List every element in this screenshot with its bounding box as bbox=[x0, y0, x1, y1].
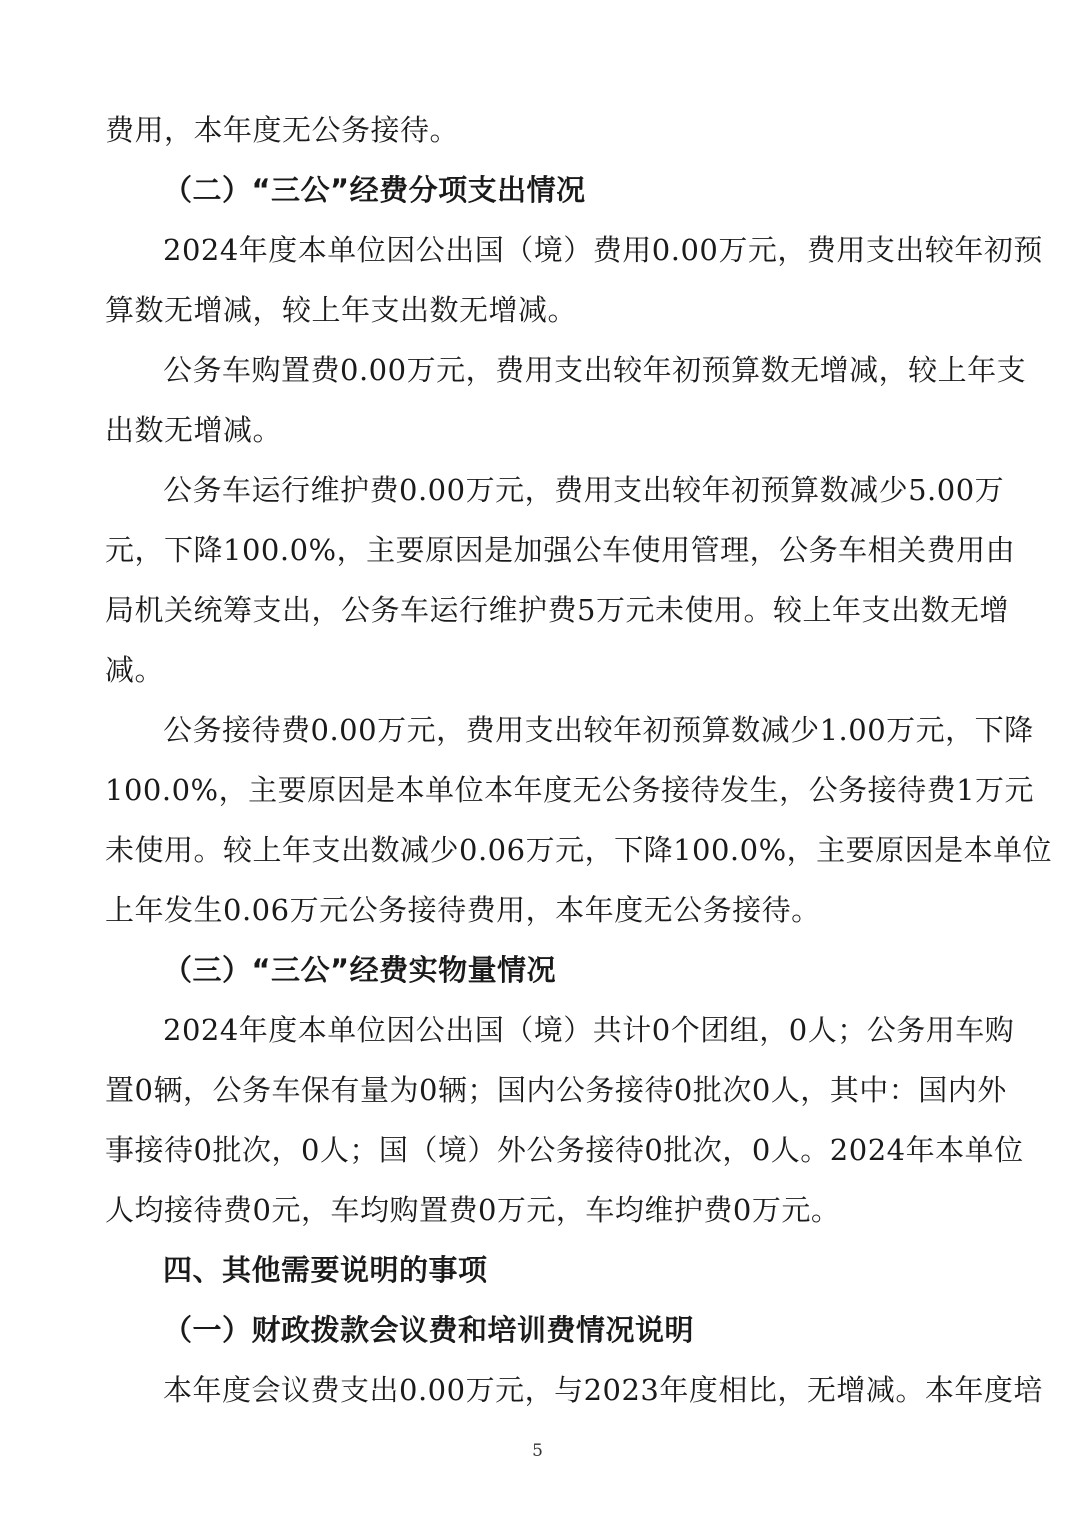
paragraph-vehicle-maintenance-line-3: 局机关统筹支出，公务车运行维护费5万元未使用。较上年支出数无增 bbox=[105, 593, 1009, 627]
section-heading-3: （三）“三公”经费实物量情况 bbox=[163, 953, 557, 987]
paragraph-vehicle-maintenance-line-2: 元，下降100.0%，主要原因是加强公车使用管理，公务车相关费用由 bbox=[105, 533, 1016, 567]
paragraph-travel-line-1: 2024年度本单位因公出国（境）费用0.00万元，费用支出较年初预 bbox=[163, 233, 1043, 267]
body-line-1: 费用，本年度无公务接待。 bbox=[105, 113, 460, 147]
paragraph-reception-line-1: 公务接待费0.00万元，费用支出较年初预算数减少1.00万元，下降 bbox=[163, 713, 1034, 747]
paragraph-physical-line-2: 置0辆，公务车保有量为0辆；国内公务接待0批次0人，其中：国内外 bbox=[105, 1073, 1007, 1107]
page-number: 5 bbox=[532, 1441, 543, 1461]
paragraph-physical-line-3: 事接待0批次，0人；国（境）外公务接待0批次，0人。2024年本单位 bbox=[105, 1133, 1024, 1167]
paragraph-physical-line-1: 2024年度本单位因公出国（境）共计0个团组，0人；公务用车购 bbox=[163, 1013, 1015, 1047]
paragraph-vehicle-maintenance-line-4: 减。 bbox=[105, 653, 165, 687]
subsection-heading-4-1: （一）财政拨款会议费和培训费情况说明 bbox=[163, 1313, 695, 1347]
section-heading-4: 四、其他需要说明的事项 bbox=[163, 1253, 488, 1287]
paragraph-meeting-line-1: 本年度会议费支出0.00万元，与2023年度相比，无增减。本年度培 bbox=[163, 1373, 1043, 1407]
paragraph-vehicle-maintenance-line-1: 公务车运行维护费0.00万元，费用支出较年初预算数减少5.00万 bbox=[163, 473, 1005, 507]
paragraph-reception-line-2: 100.0%，主要原因是本单位本年度无公务接待发生，公务接待费1万元 bbox=[105, 773, 1035, 807]
paragraph-physical-line-4: 人均接待费0元，车均购置费0万元，车均维护费0万元。 bbox=[105, 1193, 841, 1227]
document-page bbox=[105, 100, 1053, 1420]
paragraph-travel-line-2: 算数无增减，较上年支出数无增减。 bbox=[105, 293, 578, 327]
section-heading-2: （二）“三公”经费分项支出情况 bbox=[163, 173, 586, 207]
paragraph-reception-line-3: 未使用。较上年支出数减少0.06万元，下降100.0%，主要原因是本单位 bbox=[105, 833, 1053, 867]
paragraph-reception-line-4: 上年发生0.06万元公务接待费用，本年度无公务接待。 bbox=[105, 893, 821, 927]
paragraph-vehicle-purchase-line-2: 出数无增减。 bbox=[105, 413, 283, 447]
paragraph-vehicle-purchase-line-1: 公务车购置费0.00万元，费用支出较年初预算数无增减，较上年支 bbox=[163, 353, 1027, 387]
